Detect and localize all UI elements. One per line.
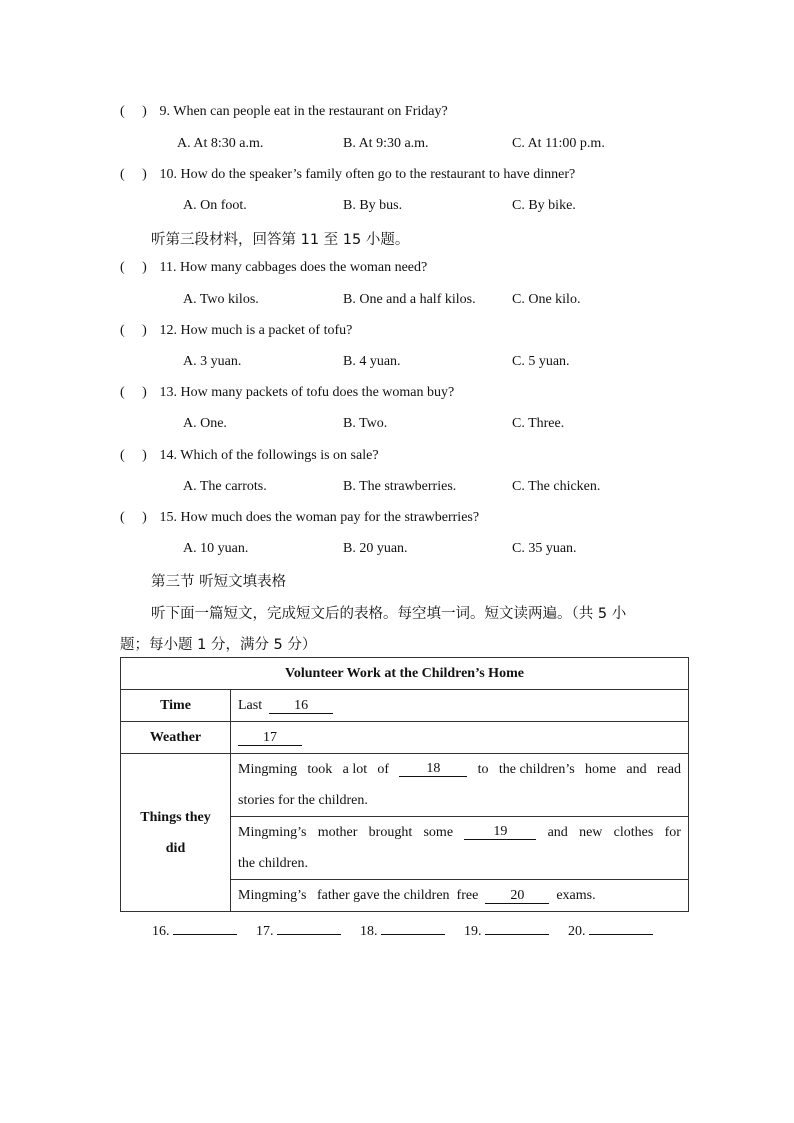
- row3-word: Mingming’s: [238, 888, 307, 903]
- option-b: B. Two.: [343, 416, 388, 431]
- question-text: How much is a packet of tofu?: [180, 323, 353, 338]
- question-12: [120, 323, 352, 339]
- question-number: 11.: [159, 260, 177, 275]
- answer-label: 19.: [464, 924, 482, 939]
- answer-paren[interactable]: ( ): [120, 323, 147, 338]
- option-c: C. The chicken.: [512, 479, 601, 494]
- row2-word: clothes: [613, 825, 654, 840]
- question-9: [120, 104, 448, 120]
- answer-18: [360, 920, 445, 940]
- row2-word: for: [664, 825, 681, 840]
- question-13: [120, 385, 454, 401]
- row1-word: read: [656, 762, 681, 777]
- section-heading: 第三节 听短文填表格: [151, 574, 287, 590]
- row3-word: father: [316, 888, 350, 903]
- row3-word: the children: [383, 888, 450, 903]
- time-label: Time: [121, 690, 231, 722]
- answer-17: [256, 920, 341, 940]
- question-text: How many packets of tofu does the woman buy?: [180, 385, 455, 400]
- option-a: A. The carrots.: [183, 479, 267, 494]
- blank-17[interactable]: 17: [238, 731, 302, 746]
- answer-line-20[interactable]: [589, 920, 653, 935]
- row1-word: the children’s: [498, 762, 575, 777]
- time-prefix: Last: [238, 697, 263, 713]
- row2-word: mother: [317, 825, 358, 840]
- question-number: 13.: [159, 385, 177, 400]
- things-row-2: [231, 817, 689, 880]
- row1-word: home: [584, 762, 617, 777]
- option-b: B. The strawberries.: [343, 479, 457, 494]
- row1-line-2: stories for the children.: [238, 793, 368, 808]
- question-number: 9.: [159, 104, 170, 119]
- answer-16: [152, 920, 237, 940]
- answer-line-16[interactable]: [173, 920, 237, 935]
- answer-label: 16.: [152, 924, 170, 939]
- question-number: 12.: [159, 323, 177, 338]
- option-c: C. 35 yuan.: [512, 541, 577, 556]
- option-a: A. On foot.: [183, 198, 247, 213]
- option-a: A. At 8:30 a.m.: [177, 136, 264, 151]
- instructions-line-1: 听下面一篇短文，完成短文后的表格。每空填一词。短文读两遍。（共 5 小: [151, 606, 627, 622]
- option-c: C. At 11:00 p.m.: [512, 136, 605, 151]
- question-number: 10.: [159, 167, 177, 182]
- question-14: [120, 448, 379, 464]
- answer-paren[interactable]: ( ): [120, 104, 147, 119]
- answer-paren[interactable]: ( ): [120, 385, 147, 400]
- row1-word: a lot: [342, 762, 368, 777]
- things-label-line-2: did: [165, 840, 186, 856]
- row1-word: Mingming: [238, 762, 298, 777]
- question-text: How much does the woman pay for the strawberries?: [180, 510, 480, 525]
- things-label-line-1: Things they: [140, 809, 211, 825]
- row3-line-1: [238, 880, 681, 911]
- row1-word: of: [377, 762, 390, 777]
- question-text: How do the speaker’s family often go to the restaurant to have dinner?: [180, 167, 576, 182]
- things-row-3: [231, 880, 689, 912]
- question-text: Which of the followings is on sale?: [180, 448, 379, 463]
- answer-label: 20.: [568, 924, 586, 939]
- volunteer-work-table: [120, 657, 689, 912]
- table-title: Volunteer Work at the Children’s Home: [121, 658, 689, 690]
- answer-label: 17.: [256, 924, 274, 939]
- row1-line-1: [238, 754, 681, 785]
- option-c: C. By bike.: [512, 198, 576, 213]
- row2-word: Mingming’s: [238, 825, 307, 840]
- weather-label: Weather: [121, 722, 231, 754]
- row2-line-2: the children.: [238, 856, 308, 871]
- section3-intro: 听第三段材料，回答第 11 至 15 小题。: [151, 232, 410, 248]
- answer-line-19[interactable]: [485, 920, 549, 935]
- option-a: A. 3 yuan.: [183, 354, 242, 369]
- answer-19: [464, 920, 549, 940]
- question-number: 14.: [159, 448, 177, 463]
- answer-label: 18.: [360, 924, 378, 939]
- things-they-did-label: [121, 754, 231, 912]
- row1-word: took: [307, 762, 333, 777]
- instructions-line-2: 题；每小题 1 分，满分 5 分）: [120, 637, 317, 653]
- blank-16[interactable]: 16: [269, 699, 333, 714]
- row2-word: brought: [368, 825, 413, 840]
- time-cell: [231, 690, 689, 722]
- option-b: B. 4 yuan.: [343, 354, 401, 369]
- answer-paren[interactable]: ( ): [120, 510, 147, 525]
- option-a: A. Two kilos.: [183, 292, 259, 307]
- option-a: A. 10 yuan.: [183, 541, 249, 556]
- row3-word: gave: [353, 888, 380, 903]
- blank-20[interactable]: 20: [485, 889, 549, 904]
- weather-cell: [231, 722, 689, 754]
- answer-paren[interactable]: ( ): [120, 167, 147, 182]
- answer-line-18[interactable]: [381, 920, 445, 935]
- row2-word: new: [579, 825, 603, 840]
- answer-paren[interactable]: ( ): [120, 448, 147, 463]
- option-c: C. Three.: [512, 416, 565, 431]
- blank-18[interactable]: 18: [399, 762, 467, 777]
- things-row-1: [231, 754, 689, 817]
- option-a: A. One.: [183, 416, 227, 431]
- option-b: B. By bus.: [343, 198, 403, 213]
- answer-paren[interactable]: ( ): [120, 260, 147, 275]
- row1-word: to: [477, 762, 489, 777]
- row2-line-1: [238, 817, 681, 848]
- question-text: When can people eat in the restaurant on Friday?: [173, 104, 448, 119]
- option-b: B. One and a half kilos.: [343, 292, 476, 307]
- question-10: [120, 167, 575, 183]
- row1-word: and: [626, 762, 647, 777]
- blank-19[interactable]: 19: [464, 825, 536, 840]
- option-c: C. One kilo.: [512, 292, 581, 307]
- row2-word: some: [423, 825, 454, 840]
- question-text: How many cabbages does the woman need?: [179, 260, 428, 275]
- answer-20: [568, 920, 653, 940]
- question-15: [120, 510, 479, 526]
- option-c: C. 5 yuan.: [512, 354, 570, 369]
- answer-line-17[interactable]: [277, 920, 341, 935]
- option-b: B. 20 yuan.: [343, 541, 408, 556]
- row3-word: free: [456, 888, 479, 903]
- option-b: B. At 9:30 a.m.: [343, 136, 429, 151]
- row2-word: and: [547, 825, 568, 840]
- question-number: 15.: [159, 510, 177, 525]
- question-11: [120, 260, 427, 276]
- row3-word: exams.: [556, 888, 596, 903]
